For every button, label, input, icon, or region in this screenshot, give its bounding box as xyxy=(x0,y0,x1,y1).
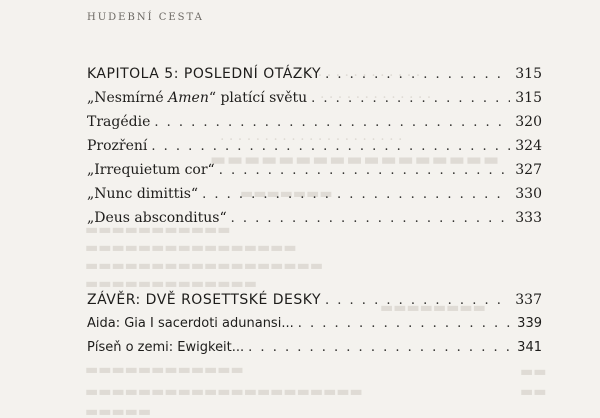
chapter-title: KAPITOLA 5: POSLEDNÍ OTÁZKY xyxy=(87,66,322,82)
toc-chapter-row xyxy=(87,66,542,88)
page-number: 315 xyxy=(515,90,542,106)
entry-title: „Nunc dimittis“ xyxy=(87,186,199,202)
dot-leader xyxy=(298,316,510,331)
dot-leader xyxy=(219,163,510,178)
entry-title: Prozření xyxy=(87,138,148,154)
page-number: 339 xyxy=(517,316,542,331)
page-number: 327 xyxy=(515,162,542,178)
page-number: 337 xyxy=(515,292,542,308)
toc-entry xyxy=(87,162,542,184)
dot-leader xyxy=(311,91,510,106)
dot-leader xyxy=(325,67,510,82)
dot-leader xyxy=(151,139,510,154)
running-head: HUDEBNÍ CESTA xyxy=(87,12,204,23)
toc-entry xyxy=(87,210,542,232)
entry-title: „Nesmírné Amen“ platící světu xyxy=(87,90,308,106)
entry-title: „Deus absconditus“ xyxy=(87,210,227,226)
dot-leader xyxy=(154,115,510,130)
page-number: 315 xyxy=(515,66,542,82)
toc-conclusion-row xyxy=(87,292,542,314)
conclusion-title: ZÁVĚR: DVĚ ROSETTSKÉ DESKY xyxy=(87,292,322,308)
toc-entry xyxy=(87,186,542,208)
page-number: 333 xyxy=(515,210,542,226)
page-number: 330 xyxy=(515,186,542,202)
page-number: 320 xyxy=(515,114,542,130)
dot-leader xyxy=(202,187,510,202)
dot-leader xyxy=(325,293,510,308)
page-number: 324 xyxy=(515,138,542,154)
dot-leader xyxy=(248,340,510,355)
entry-title: Aida: Gia I sacerdoti adunansi... xyxy=(87,316,294,331)
entry-title: Píseň o zemi: Ewigkeit... xyxy=(87,340,245,355)
toc-entry xyxy=(87,90,542,112)
show-through-background: . . . . . . . . . . . . . . . . . . . . . . . . . . . . . . . . . . . . . . . . . . . . . . . . ▬▬▬▬▬▬▬▬▬▬▬▬▬▬▬▬▬ ▬▬▬▬▬▬▬ ▬▬▬▬▬▬▬▬▬▬▬ ▬▬▬▬▬▬▬▬▬▬▬▬▬▬▬▬ ▬▬▬▬▬▬▬▬▬▬▬▬▬▬▬▬▬▬ ▬▬▬▬▬▬▬▬▬▬▬▬▬ ▬▬▬▬▬▬▬▬ ▬▬▬▬▬▬▬▬▬▬▬▬ ▬▬▬▬▬▬▬▬▬▬▬▬▬▬▬▬▬▬▬▬▬ ▬▬▬▬▬ ▬▬ ▬▬ xyxy=(85,64,547,418)
toc-entry xyxy=(87,340,542,362)
entry-title: Tragédie xyxy=(87,114,151,130)
entry-title: „Irrequietum cor“ xyxy=(87,162,215,178)
toc-entry xyxy=(87,138,542,160)
entry-title-emphasis: Amen xyxy=(168,90,209,106)
page-number: 341 xyxy=(517,340,542,355)
dot-leader xyxy=(231,211,510,226)
toc-entry xyxy=(87,114,542,136)
toc-entry xyxy=(87,316,542,338)
